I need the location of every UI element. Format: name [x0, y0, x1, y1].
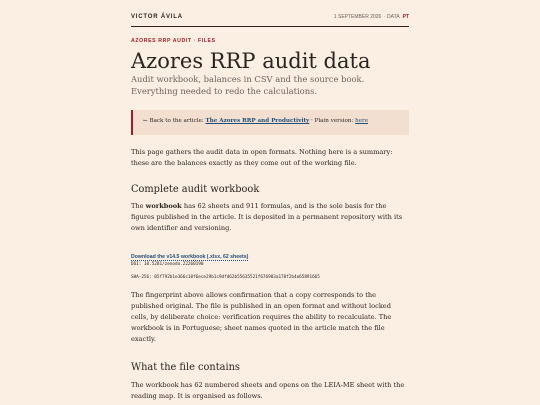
- contents-paragraph: The workbook has 62 numbered sheets and opens on the LEIA-ME sheet with the reading map. It is organised as follows.: [131, 381, 405, 400]
- page-subtitle: Audit workbook, balances in CSV and the source book. Everything needed to redo the calculations.: [131, 74, 365, 96]
- workbook-lead-post: has 62 sheets and 911 formulas, and is the sole basis for the figures published in the article. It is deposited in a permanent repository with its own identifier and versioning.: [131, 202, 403, 232]
- callout-middle: · Plain version:: [309, 118, 356, 124]
- breadcrumb-parent[interactable]: AZORES RRP AUDIT: [131, 38, 192, 44]
- breadcrumb: [131, 38, 409, 44]
- breadcrumb-separator: ·: [193, 38, 196, 44]
- download-workbook-link[interactable]: Download the v14.5 workbook (.xlsx, 62 sheets): [131, 254, 249, 260]
- article-link[interactable]: The Azores RRP and Productivity: [205, 118, 310, 124]
- callout-prefix: ← Back to the article:: [143, 118, 206, 124]
- workbook-heading: Complete audit workbook: [131, 184, 260, 195]
- publish-date: 1 SEPTEMBER 2026: [333, 14, 382, 20]
- doi-identifier: DOI: 10.5281/zenodo.22260190: [131, 262, 204, 267]
- contents-heading: What the file contains: [131, 362, 240, 373]
- plain-version-link[interactable]: here: [355, 118, 369, 124]
- header-rule: [131, 26, 409, 27]
- back-callout: [131, 110, 409, 135]
- workbook-lead-pre: The: [131, 202, 146, 210]
- callout-text: [143, 118, 368, 124]
- language-toggle[interactable]: PT: [402, 14, 409, 20]
- intro-paragraph: This page gathers the audit data in open formats. Nothing here is a summary: these are the balances exactly as they come out of the working file.: [131, 148, 393, 167]
- workbook-paragraph: [131, 201, 409, 234]
- sha256-hash: SHA-256: 05f792b1e366c10f6ece29b1c9dfd62b55635521f676983a170f2b4e65891665: [131, 275, 320, 280]
- page-title: Azores RRP audit data: [131, 49, 371, 73]
- workbook-lead-bold: workbook: [145, 202, 182, 210]
- section-label: DATA: [387, 14, 400, 20]
- breadcrumb-current: FILES: [197, 38, 216, 44]
- site-name[interactable]: VICTOR ÁVILA: [131, 14, 183, 20]
- download-row: [131, 243, 409, 262]
- header-meta: [334, 14, 409, 20]
- meta-separator: ·: [383, 14, 386, 20]
- fingerprint-paragraph: The fingerprint above allows confirmation that a copy corresponds to the published original. The file is published in an open format and without locked cells, by deliberate choice: verification requires the ability to recalculate. The workbook is in Portuguese; sheet names quoted in the article match the file exactly.: [131, 291, 392, 343]
- site-header: [131, 14, 409, 26]
